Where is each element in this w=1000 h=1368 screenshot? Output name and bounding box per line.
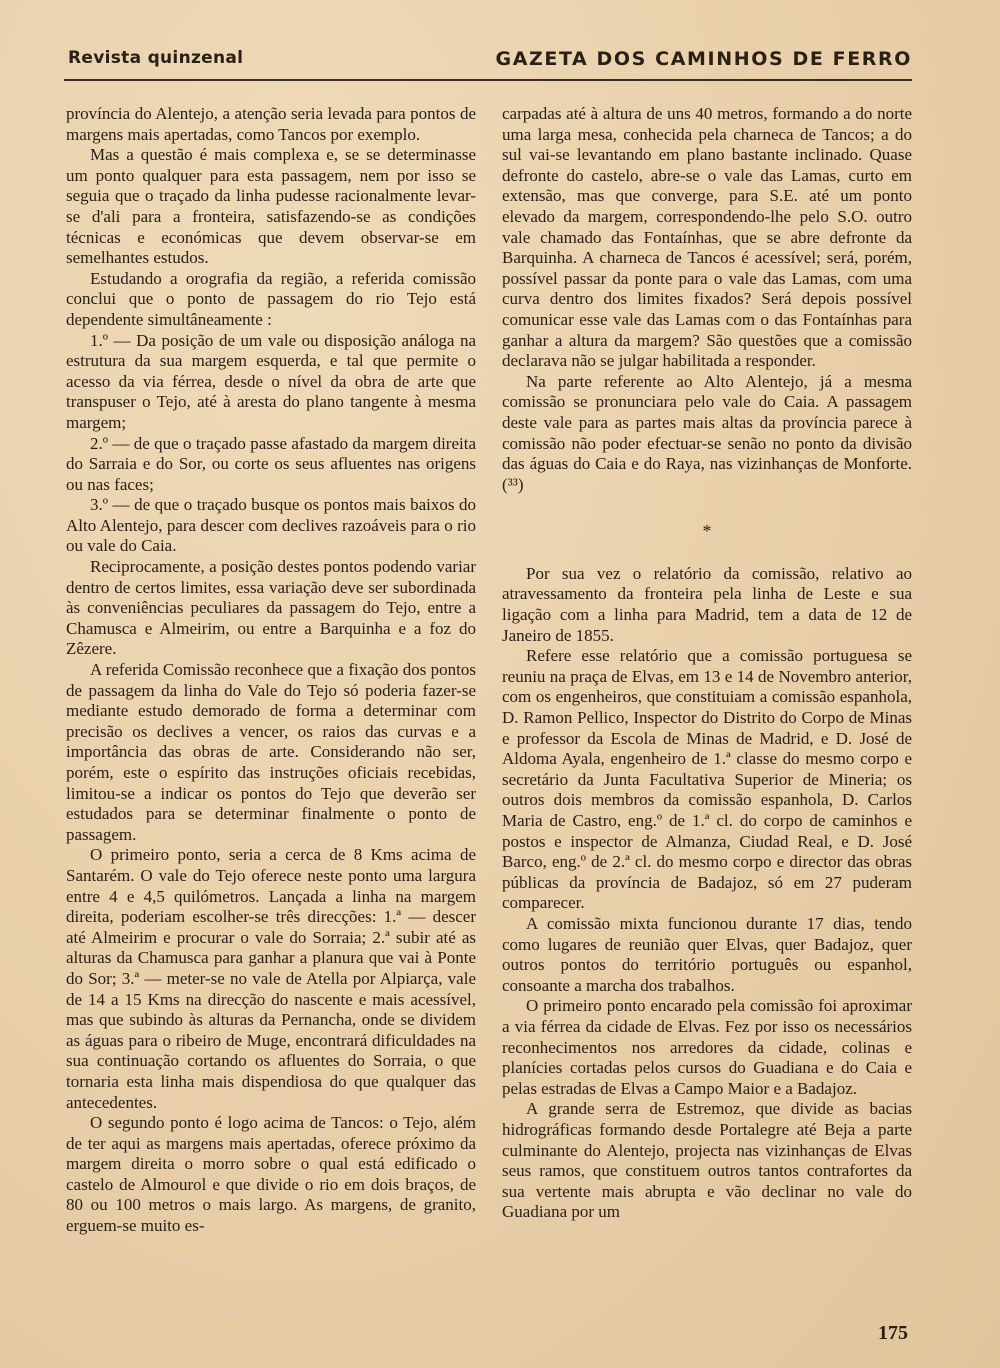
paragraph: Por sua vez o relatório da comissão, relativo ao atravessamento da fronteira pela linha de Leste e sua ligação com a linha para Madrid, tem a data de 12 de Janeiro de 1855. <box>502 563 912 645</box>
page-number: 175 <box>878 1322 908 1344</box>
header-rule <box>64 79 912 81</box>
section-separator: * <box>702 521 712 542</box>
paragraph: 3.º — de que o traçado busque os pontos mais baixos do Alto Alentejo, para descer com declives razoáveis para o rio ou vale do Caia. <box>66 495 476 556</box>
paragraph: O primeiro ponto, seria a cerca de 8 Kms acima de Santarém. O vale do Tejo oferece neste ponto uma largura entre 4 e 4,5 quilómetros. Lançada a linha na margem direita, poderiam escolher-se três direcções: 1.ª — descer até Almeirim e procurar o vale do Sorraia; 2.ª subir até as alturas da Chamusca para ganhar a planura que vai à Ponte do Sor; 3.ª — meter-se no vale de Atella por Alpiarça, vale de 14 a 15 Kms na direcção do nascente e mais acessível, mas que subindo às alturas da Pernancha, onde se dividem as águas para o ribeiro de Muge, encontrará dificuldades na sua continuação cortando os afluentes do Sorraia, o que tornaria esta linha mais dispendiosa do que qualquer das antecedentes. <box>66 845 476 1112</box>
paragraph: A grande serra de Estremoz, que divide as bacias hidrográficas formando desde Portalegre até Beja a parte culminante do Alentejo, projecta nas vizinhanças de Elvas seus ramos, que constituem outros tantos contrafortes da sua vertente mais abrupta e vão declinar no vale do Guadiana por um <box>502 1099 912 1222</box>
paragraph: carpadas até à altura de uns 40 metros, formando a do norte uma larga mesa, conhecida pela charneca de Tancos; a do sul vai-se levantando em plano bastante inclinado. Quase defronte do castelo, abre-se o vale das Lamas, curto em extensão, mas que converge, para S.E. até um ponto elevado da margem, correspondendo-lhe pelo S.O. outro vale chamado das Fontaínhas, que se abre defronte da Barquinha. A charneca de Tancos é acessível; será, porém, possível passar da ponte para o vale das Lamas, com uma curva dentro dos limites fixados? Será depois possível comunicar esse vale das Lamas com o das Fontaínhas para ganhar a altura da margem? São questões que a comissão declarava não se julgar habilitada a responder. <box>502 104 912 371</box>
journal-subtitle: Revista quinzenal <box>68 48 244 68</box>
paragraph: 1.º — Da posição de um vale ou disposição análoga na estrutura da sua margem esquerda, e tal que permite o acesso da via férrea, desde o nível da obra de arte que transpuser o Tejo, até à aresta do plano tangente à mesma margem; <box>66 330 476 432</box>
paragraph: O segundo ponto é logo acima de Tancos: o Tejo, além de ter aqui as margens mais apertadas, oferece próximo da margem direita o morro sobre o qual está edificado o castelo de Almourol e que divide o rio em dois braços, de 80 ou 100 metros o mais largo. As margens, de granito, erguem-se muito es- <box>66 1113 476 1236</box>
paragraph: 2.º — de que o traçado passe afastado da margem direita do Sarraia e do Sor, ou corte os seus afluentes nas origens ou nas faces; <box>66 433 476 494</box>
paragraph: Estudando a orografia da região, a referida comissão conclui que o ponto de passagem do rio Tejo está dependente simultâneamente : <box>66 268 476 329</box>
paragraph: Reciprocamente, a posição destes pontos podendo variar dentro de certos limites, essa variação deve ser subordinada às conveniências peculiares da passagem do Tejo, entre a Chamusca e Almeirim, ou entre a Barquinha e a foz do Zêzere. <box>66 557 476 659</box>
journal-title: GAZETA DOS CAMINHOS DE FERRO <box>495 48 912 70</box>
paragraph: Refere esse relatório que a comissão portuguesa se reuniu na praça de Elvas, em 13 e 14 de Novembro anterior, com os engenheiros, que constituiam a comissão espanhola, D. Ramon Pellico, Inspector do Distrito do Corpo de Minas e professor da Escola de Minas de Madrid, e D. José de Aldoma Ayala, engenheiro de 1.ª classe do mesmo corpo e secretário da Junta Facultativa Superior de Mineria; os outros dois membros da comissão espanhola, D. Carlos Maria de Castro, eng.º de 1.ª cl. do corpo de caminhos e postos e inspector de Almanza, Ciudad Real, e D. José Barco, eng.º de 2.ª cl. do mesmo corpo e director das obras públicas da província de Badajoz, só em 27 puderam comparecer. <box>502 646 912 913</box>
paragraph: Mas a questão é mais complexa e, se se determinasse um ponto qualquer para esta passagem, nem por isso se seguia que o traçado da linha pudesse racionalmente levar-se d'ali para a fronteira, satisfazendo-se as condições técnicas e económicas que devem observar-se em semelhantes estudos. <box>66 145 476 268</box>
paragraph: A referida Comissão reconhece que a fixação dos pontos de passagem da linha do Vale do Tejo só poderia fazer-se mediante estudo demorado de forma a determinar com precisão os declives a vencer, os raios das curvas e a importância das obras de arte. Considerando não ser, porém, este o espírito das instruções oficiais recebidas, limitou-se a indicar os pontos do Tejo que deverão ser estudados para se determinar finalmente o ponto de passagem. <box>66 660 476 844</box>
paragraph: Na parte referente ao Alto Alentejo, já a mesma comissão se pronunciara pelo vale do Caia. A passagem deste vale para as partes mais altas da província parece à comissão não poder efectuar-se senão no ponto da divisão das águas do Caia e do Raya, nas vizinhanças de Monforte. (³³) <box>502 371 912 494</box>
page-header <box>68 48 912 78</box>
paragraph: O primeiro ponto encarado pela comissão foi aproximar a via férrea da cidade de Elvas. Fez por isso os necessários reconhecimentos nos arredores da cidade, colinas e planícies cortadas pelos cursos do Guadiana e do Caia e pelas estradas de Elvas a Campo Maior e a Badajoz. <box>502 996 912 1098</box>
right-column <box>502 104 912 1223</box>
left-column <box>66 104 476 1237</box>
paragraph: província do Alentejo, a atenção seria levada para pontos de margens mais apertadas, como Tancos por exemplo. <box>66 104 476 144</box>
paragraph: A comissão mixta funcionou durante 17 dias, tendo como lugares de reunião quer Elvas, quer Badajoz, quer outros pontos do território português ou espanhol, consoante a marcha dos trabalhos. <box>502 913 912 995</box>
